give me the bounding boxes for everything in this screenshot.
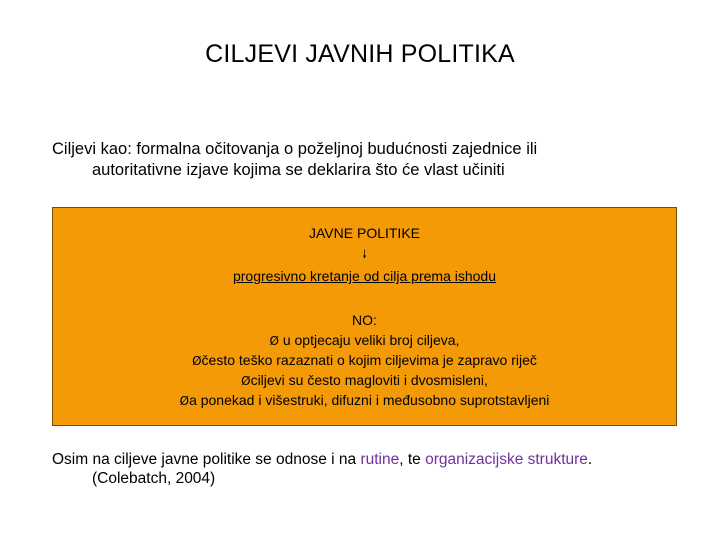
intro-line-2: autoritativne izjave kojima se deklarira što će vlast učiniti bbox=[92, 161, 505, 179]
term-organizacijske-strukture: organizacijske strukture bbox=[425, 451, 588, 468]
box-heading: JAVNE POLITIKE bbox=[309, 225, 420, 241]
slide-title: CILJEVI JAVNIH POLITIKA bbox=[205, 40, 515, 68]
intro-line-1: Ciljevi kao: formalna očitovanja o poželjnoj budućnosti zajednice ili bbox=[52, 140, 538, 158]
bullet-icon: Ø bbox=[269, 334, 279, 348]
outro-text bbox=[52, 450, 702, 488]
bullet-item: Øčesto teško razaznati o kojim ciljevima je zapravo riječ bbox=[192, 352, 537, 368]
bullet-item: Øciljevi su često magloviti i dvosmisleni, bbox=[241, 372, 488, 388]
bullet-icon: Ø bbox=[179, 394, 190, 408]
orange-content-box bbox=[52, 207, 677, 426]
outro-line-1: Osim na ciljeve javne politike se odnose i na rutine, te organizacijske strukture. bbox=[52, 451, 593, 468]
intro-text bbox=[52, 139, 692, 181]
bullet-icon: Ø bbox=[192, 354, 202, 368]
no-label: NO: bbox=[352, 312, 377, 328]
down-arrow-icon bbox=[363, 246, 366, 262]
bullet-item: Ø u optjecaju veliki broj ciljeva, bbox=[269, 332, 460, 348]
citation: (Colebatch, 2004) bbox=[92, 470, 216, 487]
term-rutine: rutine bbox=[360, 451, 400, 468]
bullet-icon: Ø bbox=[241, 374, 251, 388]
bullet-item: Øa ponekad i višestruki, difuzni i međusobno suprotstavljeni bbox=[179, 392, 550, 408]
box-subheading: progresivno kretanje od cilja prema ishodu bbox=[232, 268, 497, 284]
